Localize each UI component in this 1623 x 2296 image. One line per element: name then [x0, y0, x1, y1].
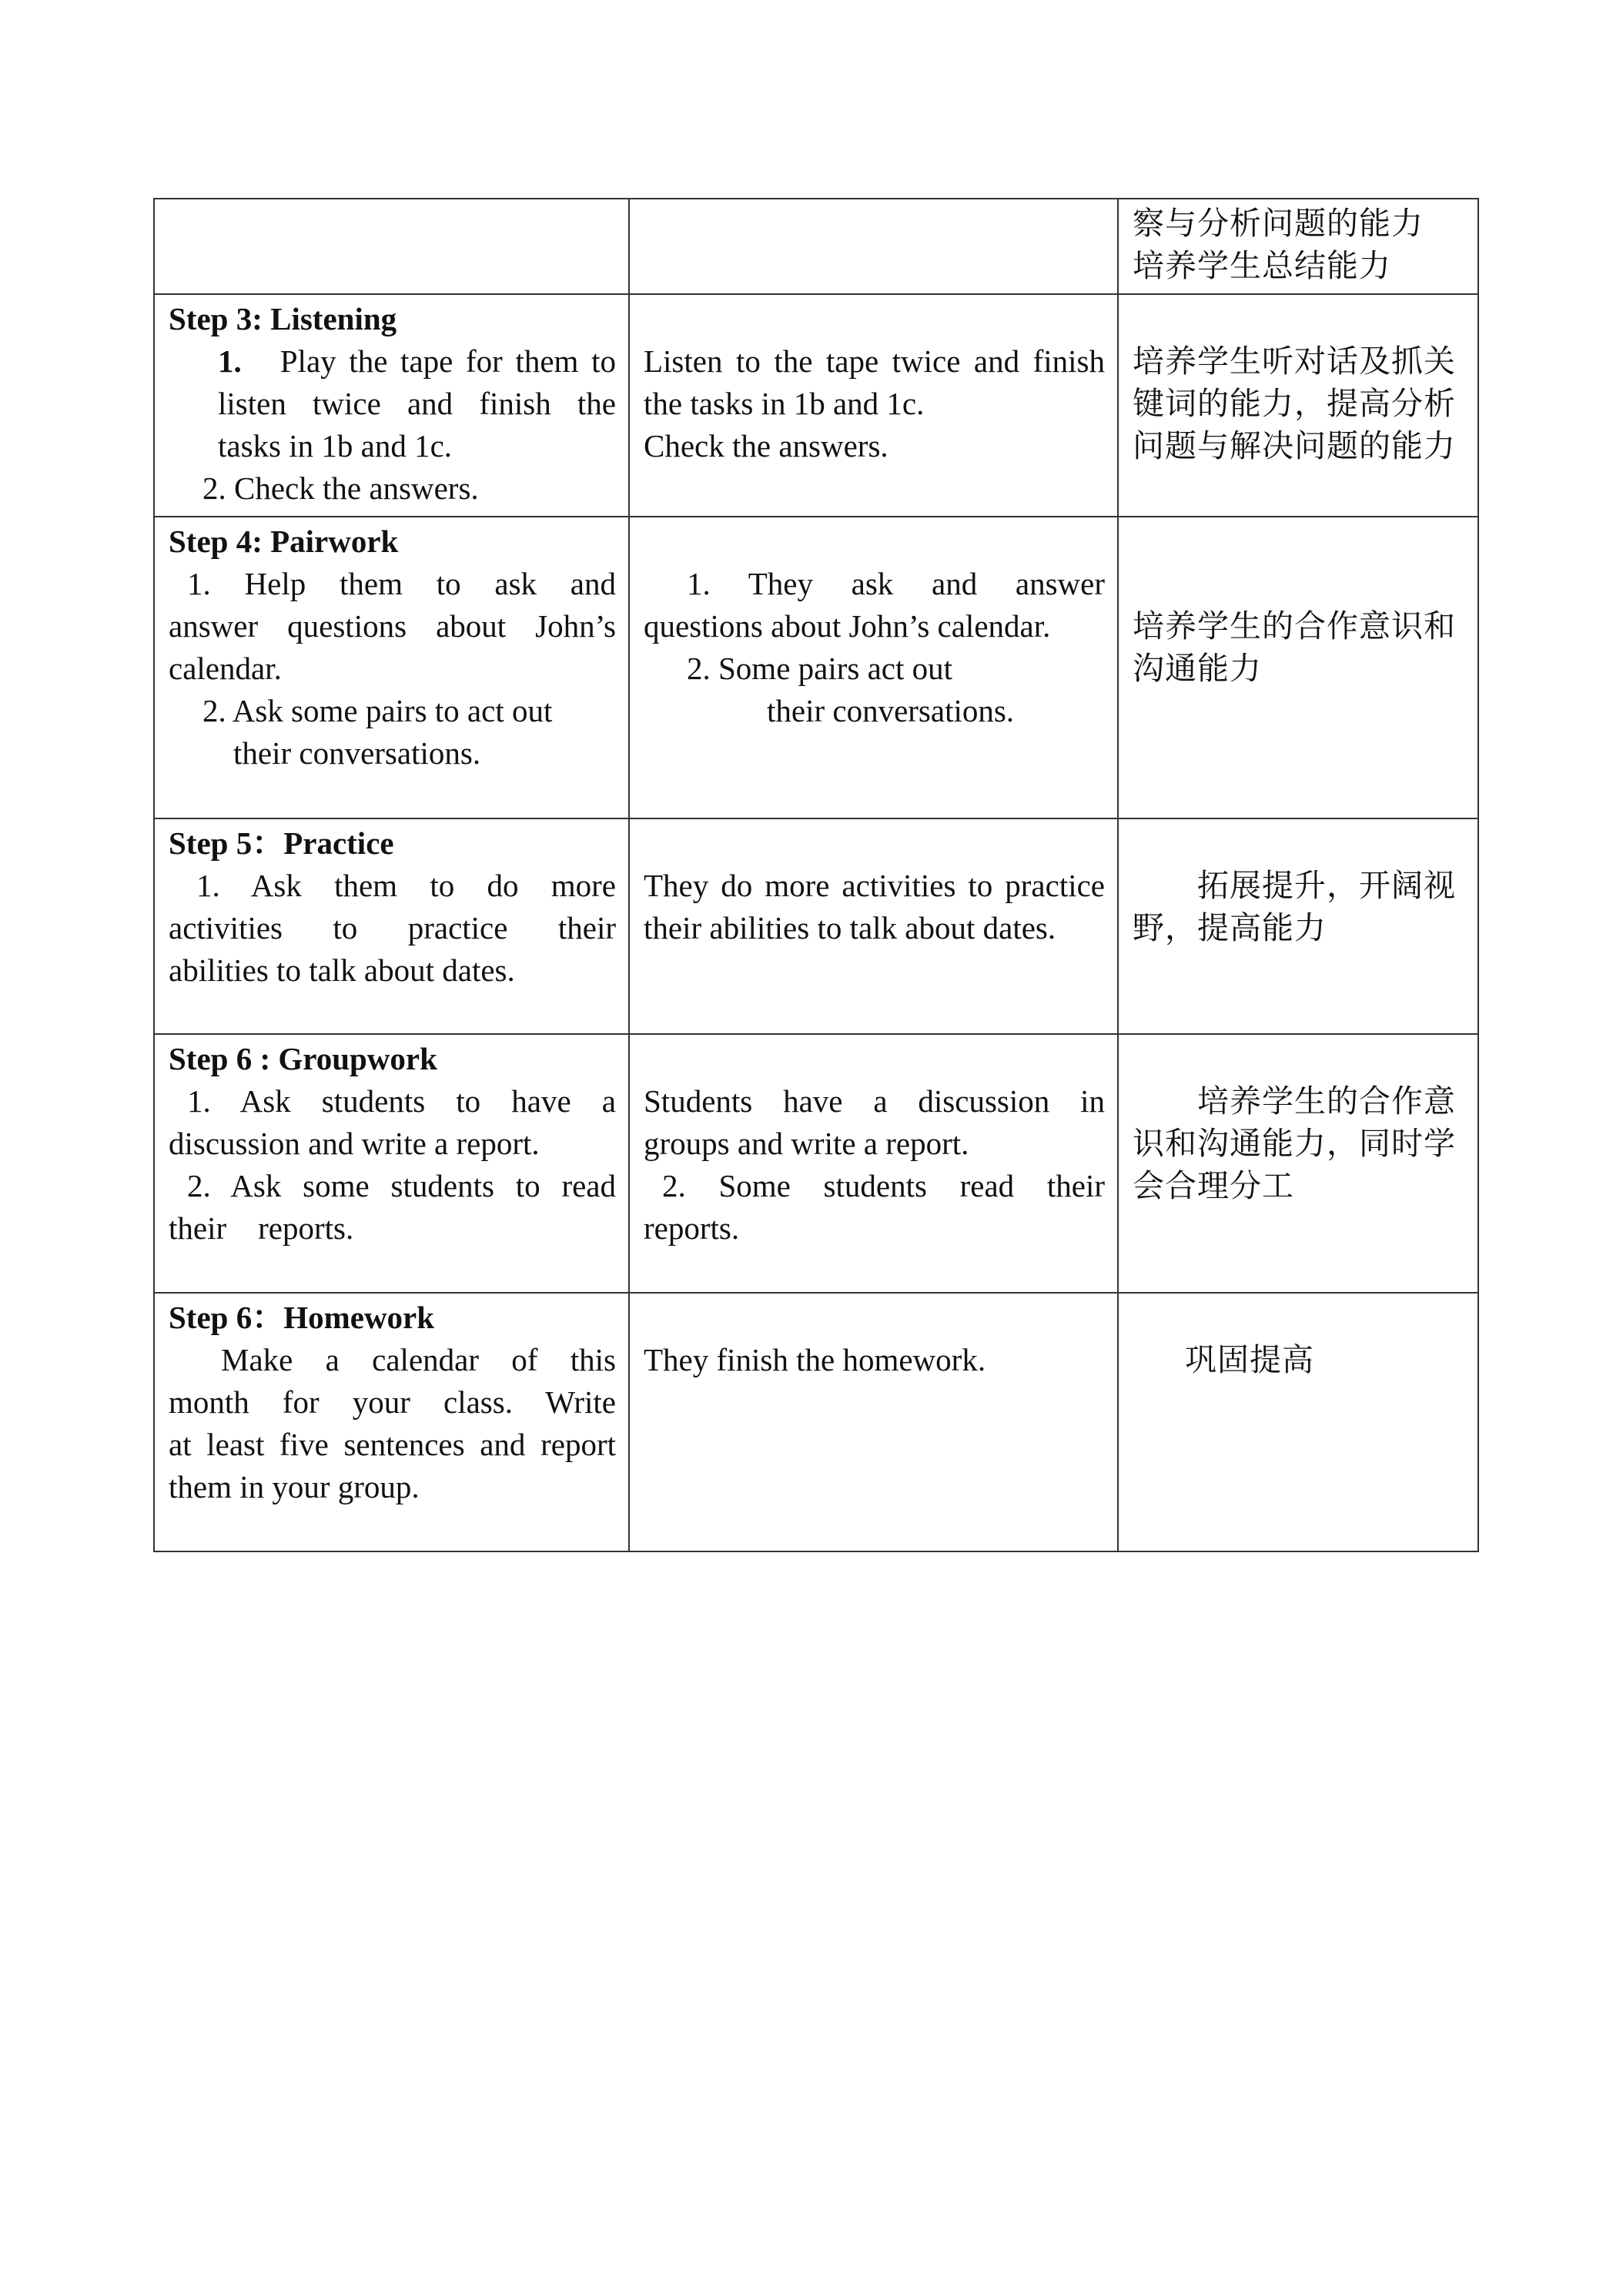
teacher-activity-cell — [154, 818, 629, 1034]
table-row — [154, 818, 1478, 1034]
design-goal-cell — [1118, 818, 1478, 1034]
step-title: Step 6：Homework — [169, 1300, 435, 1335]
student-activity-cell — [629, 1034, 1118, 1293]
design-goal-cell — [1118, 1034, 1478, 1293]
goal-line: 问题与解决问题的能力 — [1133, 427, 1456, 464]
teacher-line: 1. Ask students to have a — [187, 1083, 616, 1119]
goal-line: 识和沟通能力，同时学 — [1133, 1125, 1456, 1162]
teacher-line: abilities to talk about dates. — [169, 952, 515, 988]
student-line: 2. Some pairs act out — [687, 651, 953, 686]
goal-line: 培养学生的合作意识和 — [1133, 607, 1456, 644]
teacher-line: their reports. — [169, 1210, 354, 1246]
student-activity-cell — [629, 199, 1118, 294]
student-line: questions about John’s calendar. — [644, 608, 1051, 644]
teacher-line: tasks in 1b and 1c. — [218, 428, 453, 464]
student-activity-cell — [629, 818, 1118, 1034]
student-line: 1. They ask and answer — [687, 566, 1105, 601]
student-line: They do more activities to practice — [644, 868, 1105, 903]
goal-line: 培养学生总结能力 — [1133, 247, 1391, 284]
student-line: groups and write a report. — [644, 1126, 969, 1161]
table-row — [154, 1293, 1478, 1551]
teacher-line: 2. Ask some students to read — [187, 1168, 616, 1203]
teacher-line: listen twice and finish the — [218, 386, 616, 421]
goal-line: 培养学生的合作意 — [1197, 1083, 1456, 1120]
goal-line: 会合理分工 — [1133, 1167, 1294, 1204]
teacher-line: 2. Check the answers. — [202, 470, 479, 506]
teacher-line: calendar. — [169, 651, 282, 686]
teacher-line: month for your class. Write — [169, 1384, 616, 1420]
student-line: They finish the homework. — [644, 1342, 986, 1377]
table-row — [154, 199, 1478, 294]
design-goal-cell — [1118, 199, 1478, 294]
goal-line: 培养学生听对话及抓关 — [1133, 343, 1456, 380]
step-title: Step 6 : Groupwork — [169, 1041, 437, 1076]
teacher-activity-cell — [154, 517, 629, 818]
teacher-activity-cell — [154, 1293, 629, 1551]
teacher-line: activities to practice their — [169, 910, 616, 946]
goal-line: 野，提高能力 — [1133, 909, 1327, 946]
step-title: Step 5：Practice — [169, 825, 394, 861]
design-goal-cell — [1118, 294, 1478, 517]
student-line: 2. Some students read their — [662, 1168, 1105, 1203]
goal-line: 拓展提升，开阔视 — [1197, 867, 1456, 904]
student-line: Check the answers. — [644, 428, 888, 464]
goal-line: 键词的能力，提高分析 — [1133, 385, 1456, 422]
teacher-line: answer questions about John’s — [169, 608, 616, 644]
student-line: their conversations. — [767, 693, 1015, 728]
student-line: reports. — [644, 1210, 740, 1246]
student-activity-cell — [629, 1293, 1118, 1551]
teacher-line: at least five sentences and report — [169, 1427, 616, 1462]
teacher-line: them in your group. — [169, 1469, 420, 1504]
lesson-plan-table — [153, 198, 1479, 1552]
table-row — [154, 294, 1478, 517]
design-goal-cell — [1118, 517, 1478, 818]
teacher-line: 1. Play the tape for them to — [218, 343, 617, 379]
teacher-activity-cell — [154, 199, 629, 294]
teacher-activity-cell — [154, 1034, 629, 1293]
student-activity-cell — [629, 517, 1118, 818]
student-activity-cell — [629, 294, 1118, 517]
table-row — [154, 517, 1478, 818]
student-line: the tasks in 1b and 1c. — [644, 386, 925, 421]
design-goal-cell — [1118, 1293, 1478, 1551]
teacher-line: Make a calendar of this — [221, 1342, 616, 1377]
teacher-activity-cell — [154, 294, 629, 517]
teacher-line: their conversations. — [233, 735, 481, 771]
table-row — [154, 1034, 1478, 1293]
student-line: their abilities to talk about dates. — [644, 910, 1056, 946]
teacher-line: 1. Help them to ask and — [187, 566, 616, 601]
teacher-line: discussion and write a report. — [169, 1126, 540, 1161]
step-title: Step 3: Listening — [169, 301, 397, 336]
teacher-line: 2. Ask some pairs to act out — [202, 693, 553, 728]
student-line: Students have a discussion in — [644, 1083, 1105, 1119]
student-line: Listen to the tape twice and finish — [644, 343, 1105, 379]
list-number: 1. — [218, 343, 242, 379]
step-title: Step 4: Pairwork — [169, 524, 399, 559]
goal-line: 察与分析问题的能力 — [1133, 205, 1424, 242]
goal-line: 沟通能力 — [1133, 650, 1262, 687]
goal-line: 巩固提高 — [1185, 1341, 1314, 1378]
teacher-line: 1. Ask them to do more — [196, 868, 616, 903]
